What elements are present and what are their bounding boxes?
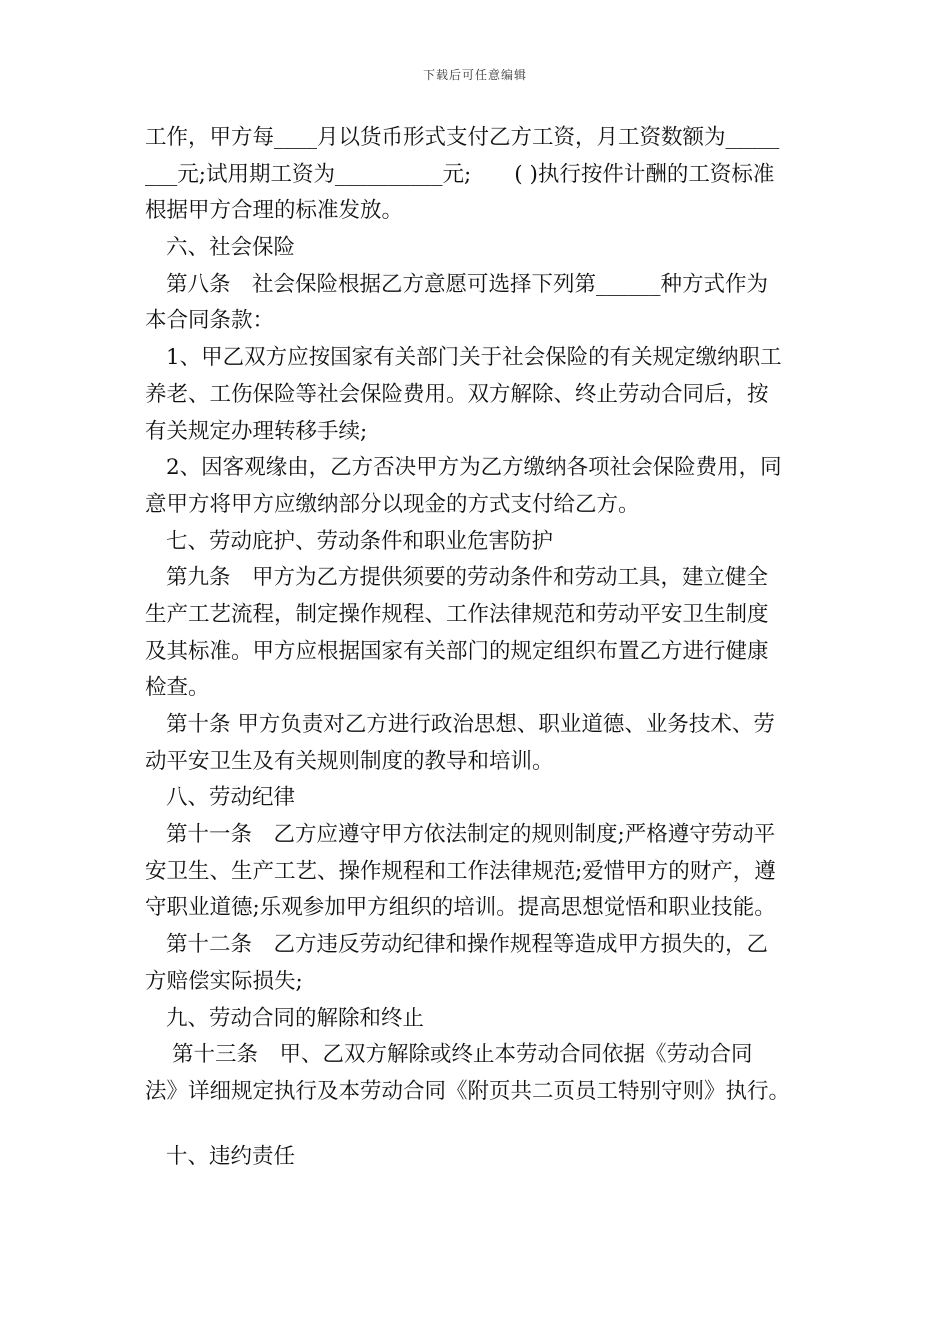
document-body xyxy=(145,120,815,1175)
text-line: 本合同条款： xyxy=(145,308,275,334)
text-line: 六、社会保险 xyxy=(166,235,296,261)
text-line: 意甲方将甲方应缴纳部分以现金的方式支付给乙方。 xyxy=(145,491,640,517)
text-line: 安卫生、生产工艺、操作规程和工作法律规范;爱惜甲方的财产，遵 xyxy=(145,858,776,884)
page-header: 下载后可任意编辑 xyxy=(422,68,527,82)
text-line: 第十一条 乙方应遵守甲方依法制定的规则制度;严格遵守劳动平 xyxy=(166,822,776,848)
text-line: 方赔偿实际损失; xyxy=(145,968,303,994)
text-line: 第十条 甲方负责对乙方进行政治思想、职业道德、业务技术、劳 xyxy=(166,712,775,737)
text-line: 2、因客观缘由，乙方否决甲方为乙方缴纳各项社会保险费用，同 xyxy=(166,455,782,481)
text-line: 动平安卫生及有关规则制度的教导和培训。 xyxy=(145,748,554,774)
text-line: 十、违约责任 xyxy=(166,1143,296,1169)
text-line: 法》详细规定执行及本劳动合同《附页共二页员工特别守则》执行。 xyxy=(145,1078,791,1104)
text-line: 养老、工伤保险等社会保险费用。双方解除、终止劳动合同后，按 xyxy=(145,381,769,407)
text-line: 七、劳动庇护、劳动条件和职业危害防护 xyxy=(166,528,554,554)
text-line: 第八条 社会保险根据乙方意愿可选择下列第______种方式作为 xyxy=(166,271,769,297)
text-line: 第十三条 甲、乙双方解除或终止本劳动合同依据《劳动合同 xyxy=(172,1042,753,1068)
text-line: 1、甲乙双方应按国家有关部门关于社会保险的有关规定缴纳职工 xyxy=(166,345,782,371)
text-line: 八、劳动纪律 xyxy=(166,785,296,811)
text-line: 九、劳动合同的解除和终止 xyxy=(166,1005,425,1031)
text-line: 第九条 甲方为乙方提供须要的劳动条件和劳动工具，建立健全 xyxy=(166,565,769,591)
text-line: 守职业道德;乐观参加甲方组织的培训。提高思想觉悟和职业技能。 xyxy=(145,895,776,921)
text-line: ___元;试用期工资为__________元; ( )执行按件计酬的工资标准 xyxy=(145,161,775,187)
text-line: 及其标准。甲方应根据国家有关部门的规定组织布置乙方进行健康 xyxy=(145,638,769,664)
text-line: 检查。 xyxy=(145,675,210,701)
text-line: 工作，甲方每____月以货币形式支付乙方工资，月工资数额为_____ xyxy=(145,125,780,150)
text-line: 生产工艺流程，制定操作规程、工作法律规范和劳动平安卫生制度 xyxy=(145,601,769,627)
text-line: 第十二条 乙方违反劳动纪律和操作规程等造成甲方损失的，乙 xyxy=(166,932,769,958)
text-line: 有关规定办理转移手续; xyxy=(145,418,368,444)
paragraph-gap xyxy=(145,1111,815,1139)
text-line: 根据甲方合理的标准发放。 xyxy=(145,198,404,224)
